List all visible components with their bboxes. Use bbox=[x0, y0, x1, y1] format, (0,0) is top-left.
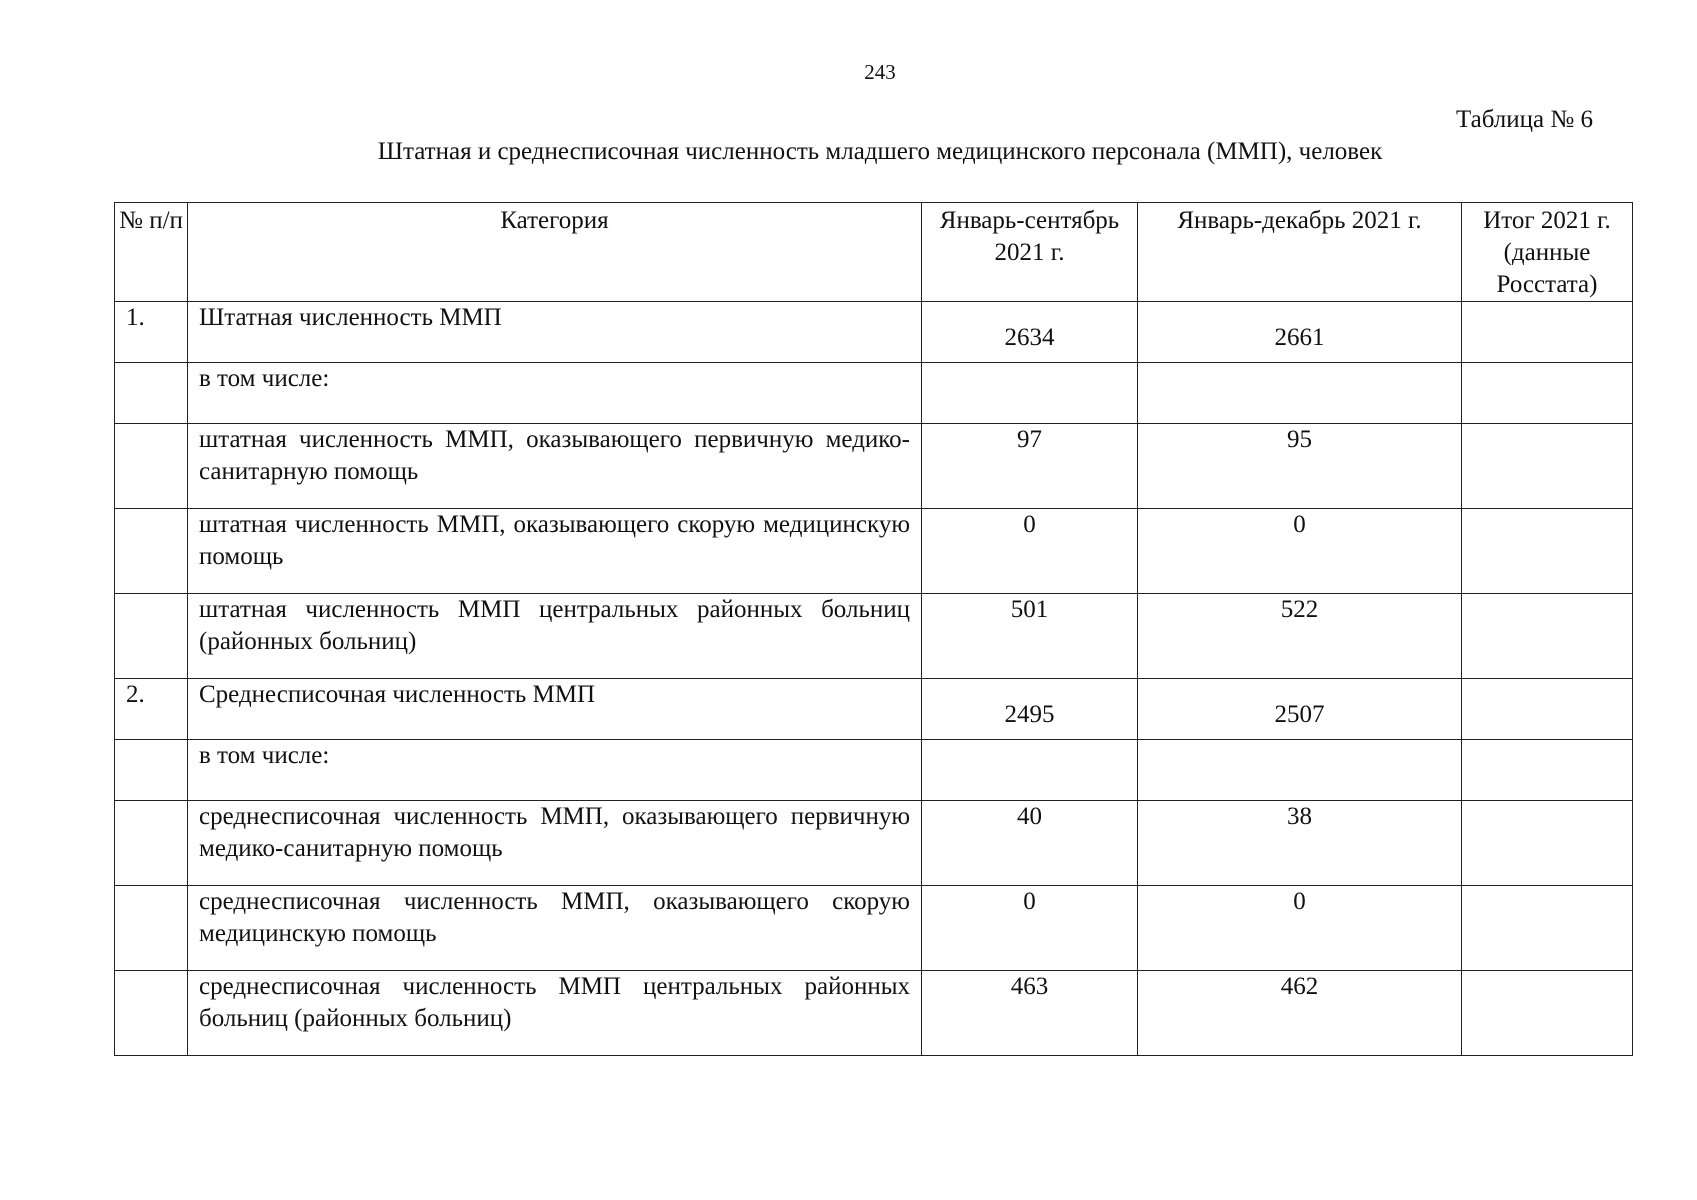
column-header-category: Категория bbox=[188, 203, 922, 302]
total-value-cell bbox=[1462, 594, 1633, 679]
jan-sep-value-cell: 501 bbox=[922, 594, 1138, 679]
column-header-jan-dec: Январь-декабрь 2021 г. bbox=[1138, 203, 1462, 302]
jan-sep-value-cell bbox=[922, 363, 1138, 424]
table-row bbox=[115, 679, 1633, 740]
category-cell: среднесписочная численность ММП, оказывающего первичную медико-санитарную помощь bbox=[188, 801, 922, 886]
total-value-cell bbox=[1462, 886, 1633, 971]
jan-dec-value-cell: 0 bbox=[1138, 509, 1462, 594]
table-header-row bbox=[115, 203, 1633, 302]
total-value-cell bbox=[1462, 424, 1633, 509]
table-row bbox=[115, 594, 1633, 679]
table-row bbox=[115, 801, 1633, 886]
table-row bbox=[115, 740, 1633, 801]
table-row bbox=[115, 302, 1633, 363]
jan-dec-value-cell: 2661 bbox=[1138, 302, 1462, 363]
category-cell: в том числе: bbox=[188, 363, 922, 424]
jan-dec-value-cell: 462 bbox=[1138, 971, 1462, 1056]
table-row bbox=[115, 509, 1633, 594]
jan-sep-value-cell: 2495 bbox=[922, 679, 1138, 740]
total-value-cell bbox=[1462, 679, 1633, 740]
table-row bbox=[115, 886, 1633, 971]
row-number-cell bbox=[115, 886, 188, 971]
table-label: Таблица № 6 bbox=[1455, 106, 1593, 133]
total-value-cell bbox=[1462, 302, 1633, 363]
jan-dec-value-cell: 38 bbox=[1138, 801, 1462, 886]
table-row bbox=[115, 363, 1633, 424]
jan-sep-value-cell: 40 bbox=[922, 801, 1138, 886]
jan-sep-value-cell: 0 bbox=[922, 886, 1138, 971]
total-value-cell bbox=[1462, 509, 1633, 594]
total-value-cell bbox=[1462, 801, 1633, 886]
row-number-cell bbox=[115, 363, 188, 424]
column-header-total: Итог 2021 г. (данные Росстата) bbox=[1462, 203, 1633, 302]
jan-sep-value-cell: 2634 bbox=[922, 302, 1138, 363]
category-cell: среднесписочная численность ММП, оказывающего скорую медицинскую помощь bbox=[188, 886, 922, 971]
row-number-cell bbox=[115, 801, 188, 886]
jan-dec-value-cell: 2507 bbox=[1138, 679, 1462, 740]
row-number-cell bbox=[115, 971, 188, 1056]
staffing-table bbox=[114, 202, 1633, 1056]
total-value-cell bbox=[1462, 971, 1633, 1056]
category-cell: в том числе: bbox=[188, 740, 922, 801]
row-number-cell: 2. bbox=[115, 679, 188, 740]
category-cell: штатная численность ММП, оказывающего скорую медицинскую помощь bbox=[188, 509, 922, 594]
column-header-num: № п/п bbox=[115, 203, 188, 302]
category-cell: среднесписочная численность ММП центральных районных больниц (районных больниц) bbox=[188, 971, 922, 1056]
total-value-cell bbox=[1462, 363, 1633, 424]
category-cell: Среднесписочная численность ММП bbox=[188, 679, 922, 740]
jan-dec-value-cell: 522 bbox=[1138, 594, 1462, 679]
category-cell: штатная численность ММП центральных районных больниц (районных больниц) bbox=[188, 594, 922, 679]
table-row bbox=[115, 971, 1633, 1056]
jan-sep-value-cell: 463 bbox=[922, 971, 1138, 1056]
jan-sep-value-cell: 0 bbox=[922, 509, 1138, 594]
row-number-cell bbox=[115, 424, 188, 509]
jan-dec-value-cell bbox=[1138, 363, 1462, 424]
row-number-cell bbox=[115, 509, 188, 594]
table-row bbox=[115, 424, 1633, 509]
category-cell: Штатная численность ММП bbox=[188, 302, 922, 363]
row-number-cell: 1. bbox=[115, 302, 188, 363]
page-number: 243 bbox=[864, 60, 896, 84]
jan-dec-value-cell: 95 bbox=[1138, 424, 1462, 509]
jan-sep-value-cell bbox=[922, 740, 1138, 801]
column-header-jan-sep: Январь-сентябрь 2021 г. bbox=[922, 203, 1138, 302]
total-value-cell bbox=[1462, 740, 1633, 801]
jan-dec-value-cell bbox=[1138, 740, 1462, 801]
row-number-cell bbox=[115, 740, 188, 801]
jan-sep-value-cell: 97 bbox=[922, 424, 1138, 509]
jan-dec-value-cell: 0 bbox=[1138, 886, 1462, 971]
table-title: Штатная и среднесписочная численность младшего медицинского персонала (ММП), человек bbox=[377, 138, 1383, 165]
row-number-cell bbox=[115, 594, 188, 679]
category-cell: штатная численность ММП, оказывающего первичную медико-санитарную помощь bbox=[188, 424, 922, 509]
